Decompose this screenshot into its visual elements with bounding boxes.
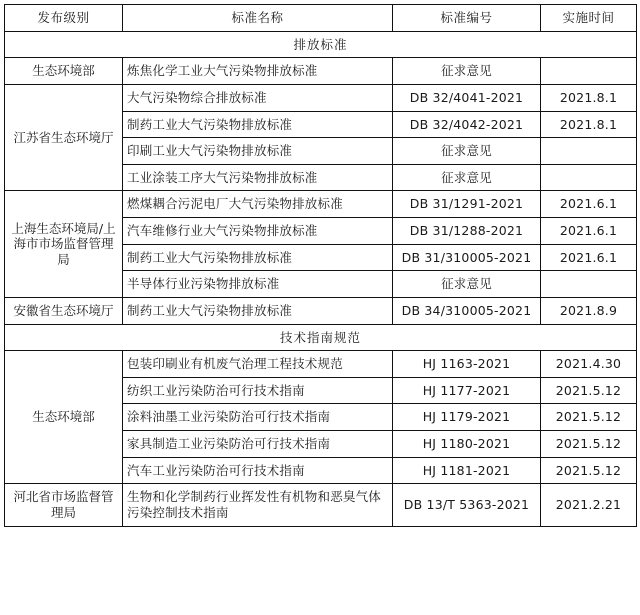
standard-name-cell: 燃煤耦合污泥电厂大气污染物排放标准 [123,191,393,218]
standard-code-cell: HJ 1179-2021 [393,404,541,431]
effective-date-cell: 2021.5.12 [541,404,637,431]
table-header-row [5,5,637,32]
column-header-standard-code: 标准编号 [393,5,541,32]
agency-cell: 生态环境部 [5,351,123,484]
standards-table [4,4,637,527]
standard-code-cell: 征求意见 [393,271,541,298]
effective-date-cell: 2021.6.1 [541,191,637,218]
standard-code-cell: DB 31/1288-2021 [393,218,541,245]
table-row [5,351,637,378]
standard-code-cell: 征求意见 [393,164,541,191]
effective-date-cell: 2021.5.12 [541,377,637,404]
section-row [5,31,637,58]
table-row [5,58,637,85]
table-header [5,5,637,32]
effective-date-cell: 2021.8.1 [541,111,637,138]
standard-name-cell: 包装印刷业有机废气治理工程技术规范 [123,351,393,378]
effective-date-cell [541,58,637,85]
effective-date-cell: 2021.8.9 [541,297,637,324]
standard-name-cell: 工业涂装工序大气污染物排放标准 [123,164,393,191]
standard-code-cell: DB 31/310005-2021 [393,244,541,271]
agency-cell: 生态环境部 [5,58,123,85]
standard-code-cell: 征求意见 [393,138,541,165]
standard-name-cell: 制药工业大气污染物排放标准 [123,111,393,138]
standard-code-cell: 征求意见 [393,58,541,85]
section-title-technical-guideline: 技术指南规范 [5,324,637,351]
column-header-standard-name: 标准名称 [123,5,393,32]
standard-name-cell: 炼焦化学工业大气污染物排放标准 [123,58,393,85]
standard-code-cell: HJ 1163-2021 [393,351,541,378]
effective-date-cell: 2021.5.12 [541,457,637,484]
agency-cell: 河北省市场监督管理局 [5,484,123,526]
standard-code-cell: HJ 1181-2021 [393,457,541,484]
effective-date-cell: 2021.2.21 [541,484,637,526]
effective-date-cell: 2021.4.30 [541,351,637,378]
standard-name-cell: 生物和化学制药行业挥发性有机物和恶臭气体污染控制技术指南 [123,484,393,526]
effective-date-cell: 2021.6.1 [541,244,637,271]
standard-name-cell: 印刷工业大气污染物排放标准 [123,138,393,165]
standard-name-cell: 制药工业大气污染物排放标准 [123,297,393,324]
column-header-agency: 发布级别 [5,5,123,32]
table-row [5,484,637,526]
section-row [5,324,637,351]
table-row [5,191,637,218]
table-row [5,84,637,111]
standard-code-cell: DB 32/4042-2021 [393,111,541,138]
effective-date-cell: 2021.5.12 [541,431,637,458]
standard-code-cell: DB 13/T 5363-2021 [393,484,541,526]
standard-name-cell: 汽车工业污染防治可行技术指南 [123,457,393,484]
agency-cell: 江苏省生态环境厅 [5,84,123,191]
column-header-effective-date: 实施时间 [541,5,637,32]
effective-date-cell [541,164,637,191]
agency-cell: 上海生态环境局/上海市市场监督管理局 [5,191,123,298]
effective-date-cell: 2021.6.1 [541,218,637,245]
standard-code-cell: DB 34/310005-2021 [393,297,541,324]
table-body [5,31,637,526]
effective-date-cell: 2021.8.1 [541,84,637,111]
agency-cell: 安徽省生态环境厅 [5,297,123,324]
standard-name-cell: 涂料油墨工业污染防治可行技术指南 [123,404,393,431]
standard-name-cell: 大气污染物综合排放标准 [123,84,393,111]
effective-date-cell [541,271,637,298]
standard-code-cell: DB 32/4041-2021 [393,84,541,111]
standard-code-cell: HJ 1177-2021 [393,377,541,404]
standard-name-cell: 半导体行业污染物排放标准 [123,271,393,298]
table-row [5,297,637,324]
standard-name-cell: 家具制造工业污染防治可行技术指南 [123,431,393,458]
section-title-emission: 排放标准 [5,31,637,58]
standard-name-cell: 制药工业大气污染物排放标准 [123,244,393,271]
standard-code-cell: HJ 1180-2021 [393,431,541,458]
standard-name-cell: 汽车维修行业大气污染物排放标准 [123,218,393,245]
standard-code-cell: DB 31/1291-2021 [393,191,541,218]
effective-date-cell [541,138,637,165]
standard-name-cell: 纺织工业污染防治可行技术指南 [123,377,393,404]
